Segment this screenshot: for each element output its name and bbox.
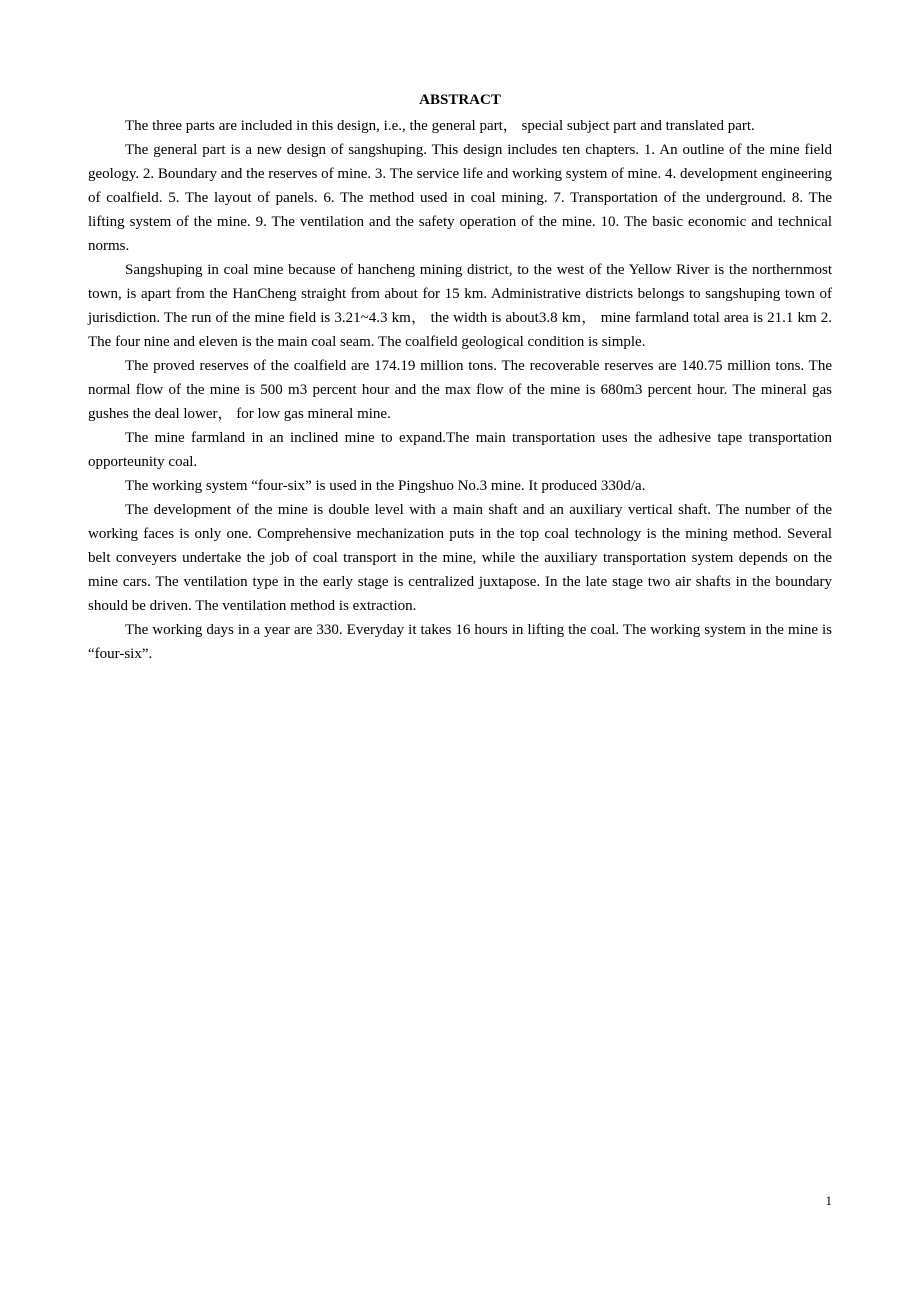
abstract-paragraph-3: Sangshuping in coal mine because of hancheng mining district, to the west of the Yellow River is the northernmost town, is apart from the HanCheng straight from about for 15 km. Administrative districts belongs to sangshuping town of jurisdiction. The run of the mine field is 3.21~4.3 km， the width is about3.8 km， mine farmland total area is 21.1 km 2. The four nine and eleven is the main coal seam. The coalfield geological condition is simple.: [88, 262, 832, 350]
abstract-paragraph-8: The working days in a year are 330. Everyday it takes 16 hours in lifting the coal. The working system in the mine is “four-six”.: [88, 622, 832, 662]
page-number: 1: [825, 1193, 832, 1208]
abstract-paragraph-5: The mine farmland in an inclined mine to expand.The main transportation uses the adhesive tape transportation opporteunity coal.: [88, 430, 832, 470]
abstract-paragraph-2: The general part is a new design of sangshuping. This design includes ten chapters. 1. An outline of the mine field geology. 2. Boundary and the reserves of mine. 3. The service life and working system of mine. 4. development engineering of coalfield. 5. The layout of panels. 6. The method used in coal mining. 7. Transportation of the underground. 8. The lifting system of the mine. 9. The ventilation and the safety operation of the mine. 10. The basic economic and technical norms.: [88, 142, 832, 254]
abstract-paragraph-4: The proved reserves of the coalfield are 174.19 million tons. The recoverable reserves are 140.75 million tons. The normal flow of the mine is 500 m3 percent hour and the max flow of the mine is 680m3 percent hour. The mineral gas gushes the deal lower， for low gas mineral mine.: [88, 358, 832, 422]
abstract-paragraph-1: The three parts are included in this design, i.e., the general part， special subject part and translated part.: [125, 118, 755, 134]
abstract-section: [88, 90, 832, 666]
abstract-paragraph-7: The development of the mine is double level with a main shaft and an auxiliary vertical shaft. The number of the working faces is only one. Comprehensive mechanization puts in the top coal technology is the mining method. Several belt conveyers undertake the job of coal transport in the mine, while the auxiliary transportation system depends on the mine cars. The ventilation type in the early stage is centralized juxtapose. In the late stage two air shafts in the boundary should be driven. The ventilation method is extraction.: [88, 502, 832, 614]
abstract-title: ABSTRACT: [419, 92, 501, 108]
abstract-paragraph-6: The working system “four-six” is used in the Pingshuo No.3 mine. It produced 330d/a.: [125, 478, 646, 494]
